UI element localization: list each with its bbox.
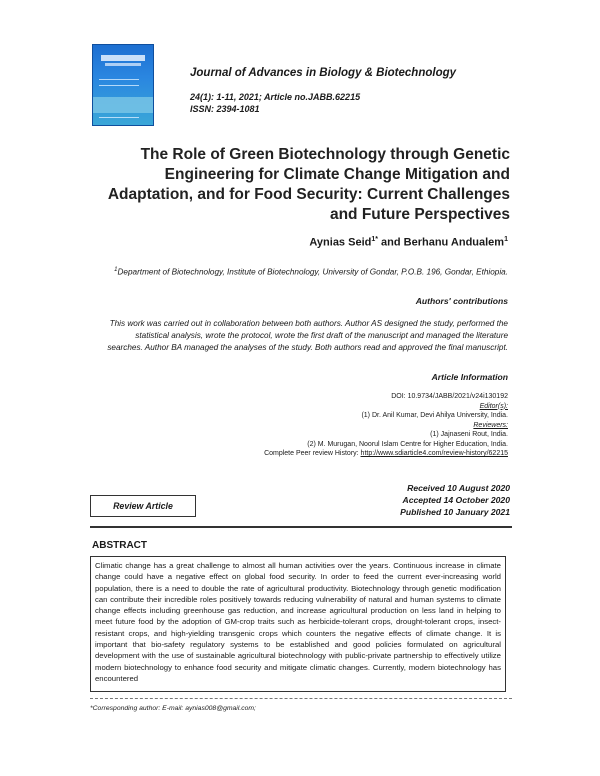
author-conjunction: and bbox=[377, 236, 404, 249]
doi-text: DOI: 10.9734/JABB/2021/v24i130192 bbox=[391, 393, 508, 400]
cover-line bbox=[99, 79, 139, 80]
reviewers-label: Reviewers: bbox=[473, 421, 508, 429]
contributions-heading: Authors' contributions bbox=[415, 296, 508, 306]
accepted-date: Accepted 14 October 2020 bbox=[402, 495, 510, 505]
author-name: Aynias Seid bbox=[309, 236, 372, 249]
review-history-label: Complete Peer review History: bbox=[264, 450, 361, 457]
cover-subtitle-bar bbox=[105, 63, 141, 66]
journal-name: Journal of Advances in Biology & Biotechnology bbox=[190, 67, 457, 79]
volume-line: 24(1): 1-11, 2021; Article no.JABB.62215 bbox=[190, 92, 361, 102]
cover-line bbox=[99, 117, 139, 118]
author-superscript: 1* bbox=[371, 236, 378, 243]
affiliation bbox=[88, 264, 508, 279]
authors-line bbox=[309, 236, 508, 249]
publication-dates bbox=[400, 482, 510, 518]
received-date: Received 10 August 2020 bbox=[407, 483, 510, 493]
cover-line bbox=[99, 85, 139, 86]
cover-title-bar bbox=[101, 55, 145, 61]
abstract-heading: ABSTRACT bbox=[92, 540, 147, 551]
abstract-text: Climatic change has a great challenge to almost all human activities over the years. Continuous increase in climate change could have a negative effect on global food security. In order to feed the current ever-increasing world population, there is a need to double the rate of agricultural productivity. Biotechnology through genetic modification can contribute their incredible roles positively towards reducing vulnerability of natural and human systems to climate change effects including greenhouse gas reduction, and increase agricultural production on less land in helping to meet future food by the adoption of GM-crop traits such as herbicide-tolerant crops, drought-tolerant crops, insect-resistant crops, and high-yielding transgenic crops which counters the negative effects of climate change. It is important that bio-safety regulatory systems to be established and good policies formulated on agricultural development with the use of sustainable agricultural biotechnology with public-private partnership to effectively utilize modern biotechnology to enhance food security and mitigate climatic changes. Currently, modern biotechnology has encountered bbox=[90, 556, 506, 692]
article-info-heading: Article Information bbox=[431, 372, 508, 382]
published-date: Published 10 January 2021 bbox=[400, 507, 510, 517]
author-superscript: 1 bbox=[504, 236, 508, 243]
article-info-block bbox=[128, 392, 508, 459]
footnote-divider bbox=[90, 698, 512, 699]
article-type-badge: Review Article bbox=[90, 495, 196, 517]
affiliation-superscript: 1 bbox=[114, 267, 118, 273]
editors-label: Editor(s): bbox=[479, 402, 508, 410]
paper-title: The Role of Green Biotechnology through Genetic Engineering for Climate Change Mitigation and Adaptation, and for Food Security: Current Challenges and Future Perspectives bbox=[107, 146, 510, 223]
editor-entry: (1) Dr. Anil Kumar, Devi Ahilya University, India. bbox=[361, 412, 508, 419]
cover-band bbox=[93, 97, 153, 113]
affiliation-text: Department of Biotechnology, Institute of Biotechnology, University of Gondar, P.O.B. 196, Gondar, Ethiopia. bbox=[117, 267, 508, 277]
section-divider bbox=[90, 526, 512, 528]
issn-line: ISSN: 2394-1081 bbox=[190, 104, 260, 114]
reviewer-entry: (2) M. Murugan, Noorul Islam Centre for Higher Education, India. bbox=[307, 440, 508, 448]
review-history-link[interactable]: http://www.sdiarticle4.com/review-history/62215 bbox=[360, 450, 508, 457]
reviewer-entry: (1) Jajnaseni Rout, India. bbox=[430, 431, 508, 438]
corresponding-author-footnote: *Corresponding author: E-mail: aynias008@gmail.com; bbox=[90, 705, 256, 712]
author-name: Berhanu Andualem bbox=[403, 236, 505, 249]
contributions-text: This work was carried out in collaboration between both authors. Author AS designed the study, performed the statistical analysis, wrote the protocol, wrote the first draft of the manuscript and managed the literature searches. Author BA managed the analyses of the study. Both authors read and approved the final manuscript. bbox=[107, 319, 508, 352]
journal-cover-image bbox=[92, 44, 154, 126]
